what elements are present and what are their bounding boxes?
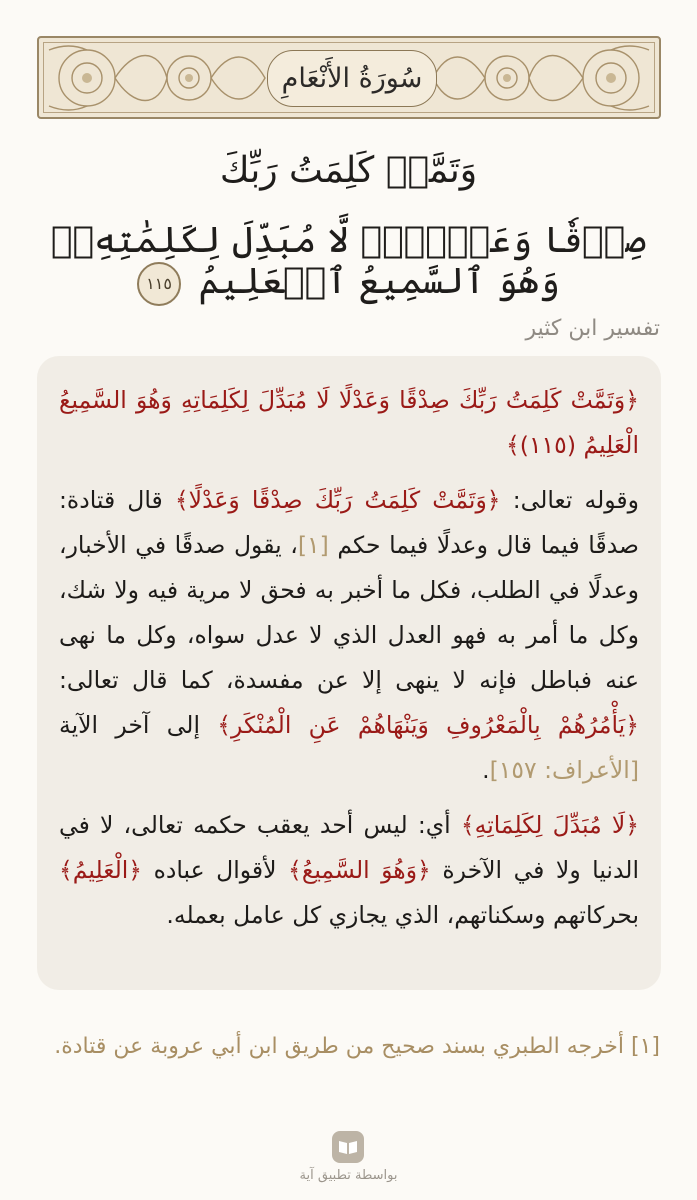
surah-title: سُورَةُ الأَنْعَامِ (281, 63, 423, 94)
tafsir-paragraph-1 (59, 478, 639, 793)
app-attribution: بواسطة تطبيق آية (299, 1168, 398, 1183)
quran-quote: ﴿يَأْمُرُهُمْ بِالْمَعْرُوفِ وَيَنْهَاهُمْ عَنِ الْمُنْكَرِ﴾ (217, 711, 639, 739)
tafsir-source-label: تفسير ابن كثير (525, 316, 660, 341)
verse-citation: [الأعراف: ١٥٧] (489, 756, 639, 784)
quran-quote: ﴿وَتَمَّتْ كَلِمَتُ رَبِّكَ صِدْقًا وَعَدْلًا لَا مُبَدِّلَ لِكَلِمَاتِهِ وَهُوَ السَّمِيعُ الْعَلِيمُ (١١٥)﴾ (59, 386, 639, 459)
tafsir-text: ، يقول صدقًا في الأخبار، وعدلًا في الطلب، فكل ما أخبر به فحق لا مرية فيه ولا شك، وكل ما أمر به فهو العدل الذي لا عدل سواه، وكل ما نهى عنه فباطل فإنه لا ينهى إلا عن مفسدة، كما قال تعالى: (59, 531, 639, 694)
tafsir-text: إلى آخر الآية (59, 711, 218, 739)
surah-title-frame (267, 50, 437, 107)
book-icon (332, 1131, 364, 1163)
quran-quote: ﴿وَتَمَّتْ كَلِمَتُ رَبِّكَ صِدْقًا وَعَدْلًا﴾ (174, 486, 501, 514)
tafsir-card (37, 356, 661, 990)
tafsir-verse-quote (59, 378, 639, 468)
tafsir-text: قال قتادة: صدقًا فيما قال وعدلًا فيما حكم (59, 486, 639, 559)
tafsir-text: وقوله تعالى: (500, 486, 639, 514)
quran-quote: ﴿لَا مُبَدِّلَ لِكَلِمَاتِهِ﴾ (460, 811, 639, 839)
verse-line-2-text: صِدۡقٗا وَعَدۡلٗاۚ لَّا مُبَدِّلَ لِكَلِمَٰتِهِۦۚ وَهُوَ ٱلسَّمِيعُ ٱلۡعَلِيمُ (50, 220, 647, 302)
footnote-text: [١] أخرجه الطبري بسند صحيح من طريق ابن أبي عروبة عن قتادة. (54, 1034, 660, 1059)
verse-line-1: وَتَمَّتۡ كَلِمَتُ رَبِّكَ (219, 150, 478, 191)
verse-line-2 (40, 220, 657, 306)
quran-quote: ﴿وَهُوَ السَّمِيعُ﴾ (288, 856, 431, 884)
quran-quote: ﴿الْعَلِيمُ﴾ (59, 856, 143, 884)
ayah-number-badge: ١١٥ (137, 262, 181, 306)
tafsir-text: أي: ليس أحد يعقب حكمه تعالى، لا في الدنيا ولا في الآخرة (59, 811, 639, 884)
tafsir-text: . (482, 756, 490, 784)
tafsir-paragraph-2 (59, 803, 639, 938)
footnote-reference[interactable]: [١] (297, 531, 329, 559)
tafsir-text: لأقوال عباده (142, 856, 289, 884)
tafsir-text: بحركاتهم وسكناتهم، الذي يجازي كل عامل بعمله. (166, 901, 639, 929)
surah-header-banner (37, 36, 661, 119)
